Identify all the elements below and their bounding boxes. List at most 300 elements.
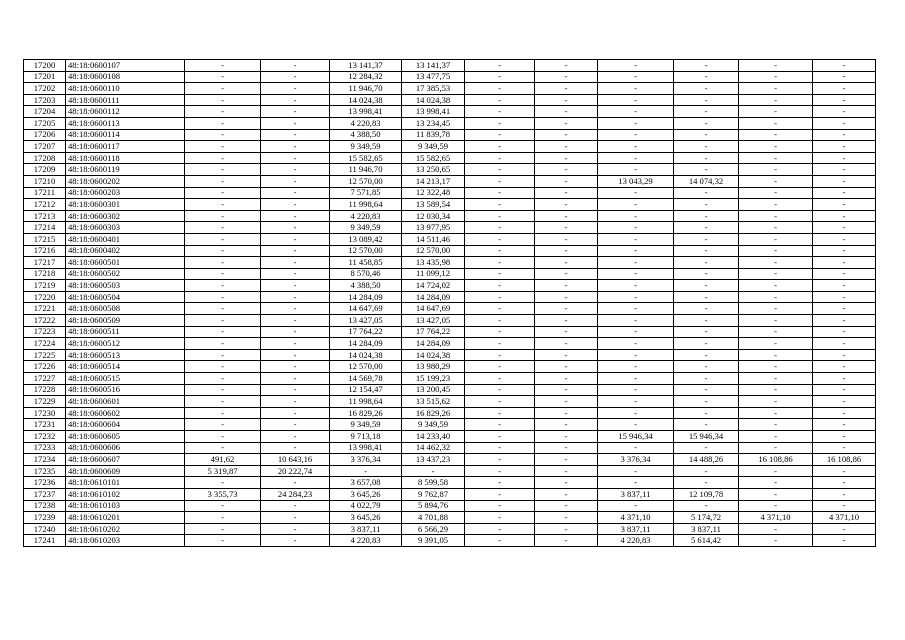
value-cell-9: - <box>598 187 674 199</box>
value-cell-10: - <box>674 117 739 129</box>
cadastral-number-cell: 48:18:0600508 <box>66 303 185 315</box>
cadastral-number-cell: 48:18:0600107 <box>66 60 185 72</box>
cadastral-number-cell: 48:18:0600602 <box>66 407 185 419</box>
value-cell-6: 11 099,12 <box>402 268 465 280</box>
value-cell-3: - <box>185 477 261 489</box>
cadastral-number-cell: 48:18:0610101 <box>66 477 185 489</box>
value-cell-5: 3 645,26 <box>330 488 402 500</box>
value-cell-5: 11 946,70 <box>330 164 402 176</box>
value-cell-4: - <box>261 129 330 141</box>
table-row <box>24 407 876 419</box>
value-cell-6: 13 234,45 <box>402 117 465 129</box>
row-number-cell: 17234 <box>24 454 66 466</box>
value-cell-5: 13 141,37 <box>330 60 402 72</box>
value-cell-8: - <box>535 477 598 489</box>
value-cell-5: 11 458,85 <box>330 257 402 269</box>
cadastral-number-cell: 48:18:0600515 <box>66 373 185 385</box>
value-cell-9: 4 371,10 <box>598 512 674 524</box>
value-cell-9: - <box>598 280 674 292</box>
table-row <box>24 535 876 547</box>
value-cell-7: - <box>465 407 535 419</box>
value-cell-5: 13 427,05 <box>330 315 402 327</box>
value-cell-9: - <box>598 349 674 361</box>
value-cell-3: - <box>185 280 261 292</box>
table-row <box>24 291 876 303</box>
value-cell-7: - <box>465 454 535 466</box>
row-number-cell: 17203 <box>24 94 66 106</box>
table-body <box>24 60 876 547</box>
value-cell-8: - <box>535 199 598 211</box>
value-cell-5: 9 349,59 <box>330 141 402 153</box>
value-cell-6: 15 582,65 <box>402 152 465 164</box>
value-cell-9: - <box>598 384 674 396</box>
cadastral-number-cell: 48:18:0600108 <box>66 71 185 83</box>
value-cell-7: - <box>465 129 535 141</box>
value-cell-5: 3 645,26 <box>330 512 402 524</box>
value-cell-10: - <box>674 500 739 512</box>
row-number-cell: 17224 <box>24 338 66 350</box>
value-cell-9: - <box>598 465 674 477</box>
value-cell-8: - <box>535 326 598 338</box>
value-cell-8: - <box>535 349 598 361</box>
table-row <box>24 465 876 477</box>
value-cell-8: - <box>535 117 598 129</box>
value-cell-12: - <box>813 523 876 535</box>
value-cell-11: - <box>739 315 813 327</box>
value-cell-12: - <box>813 349 876 361</box>
cadastral-number-cell: 48:18:0600609 <box>66 465 185 477</box>
row-number-cell: 17237 <box>24 488 66 500</box>
cadastral-number-cell: 48:18:0600301 <box>66 199 185 211</box>
value-cell-3: - <box>185 349 261 361</box>
value-cell-4: - <box>261 373 330 385</box>
value-cell-4: - <box>261 280 330 292</box>
value-cell-12: - <box>813 83 876 95</box>
row-number-cell: 17202 <box>24 83 66 95</box>
value-cell-4: - <box>261 187 330 199</box>
value-cell-12: - <box>813 303 876 315</box>
value-cell-9: - <box>598 315 674 327</box>
cadastral-number-cell: 48:18:0610103 <box>66 500 185 512</box>
value-cell-6: 13 437,23 <box>402 454 465 466</box>
value-cell-8: - <box>535 187 598 199</box>
value-cell-10: - <box>674 257 739 269</box>
value-cell-7: - <box>465 210 535 222</box>
value-cell-11: - <box>739 257 813 269</box>
cadastral-number-cell: 48:18:0610202 <box>66 523 185 535</box>
value-cell-10: 5 614,42 <box>674 535 739 547</box>
value-cell-10: - <box>674 280 739 292</box>
value-cell-10: - <box>674 396 739 408</box>
value-cell-9: - <box>598 291 674 303</box>
table-row <box>24 488 876 500</box>
value-cell-11: - <box>739 152 813 164</box>
table-row <box>24 361 876 373</box>
value-cell-7: - <box>465 326 535 338</box>
value-cell-9: 13 043,29 <box>598 175 674 187</box>
value-cell-5: 9 349,59 <box>330 222 402 234</box>
value-cell-3: - <box>185 442 261 454</box>
cadastral-number-cell: 48:18:0600516 <box>66 384 185 396</box>
value-cell-6: 14 024,38 <box>402 349 465 361</box>
row-number-cell: 17231 <box>24 419 66 431</box>
value-cell-12: - <box>813 175 876 187</box>
value-cell-12: - <box>813 500 876 512</box>
table-row <box>24 384 876 396</box>
row-number-cell: 17227 <box>24 373 66 385</box>
value-cell-3: - <box>185 326 261 338</box>
row-number-cell: 17220 <box>24 291 66 303</box>
value-cell-10: - <box>674 210 739 222</box>
value-cell-3: - <box>185 83 261 95</box>
table-row <box>24 106 876 118</box>
value-cell-10: - <box>674 233 739 245</box>
value-cell-11: - <box>739 361 813 373</box>
value-cell-9: - <box>598 129 674 141</box>
value-cell-7: - <box>465 141 535 153</box>
value-cell-9: - <box>598 373 674 385</box>
value-cell-8: - <box>535 407 598 419</box>
value-cell-8: - <box>535 106 598 118</box>
value-cell-9: - <box>598 210 674 222</box>
value-cell-9: 3 837,11 <box>598 523 674 535</box>
value-cell-9: - <box>598 477 674 489</box>
cadastral-number-cell: 48:18:0600501 <box>66 257 185 269</box>
value-cell-10: - <box>674 164 739 176</box>
value-cell-6: 9 391,05 <box>402 535 465 547</box>
table-row <box>24 245 876 257</box>
value-cell-11: - <box>739 280 813 292</box>
value-cell-8: - <box>535 268 598 280</box>
row-number-cell: 17222 <box>24 315 66 327</box>
cadastral-number-cell: 48:18:0600502 <box>66 268 185 280</box>
value-cell-6: 9 349,59 <box>402 141 465 153</box>
value-cell-8: - <box>535 129 598 141</box>
value-cell-3: - <box>185 361 261 373</box>
value-cell-12: - <box>813 373 876 385</box>
value-cell-9: - <box>598 164 674 176</box>
value-cell-12: - <box>813 291 876 303</box>
value-cell-6: 14 647,69 <box>402 303 465 315</box>
value-cell-4: - <box>261 431 330 443</box>
row-number-cell: 17214 <box>24 222 66 234</box>
table-row <box>24 396 876 408</box>
value-cell-9: - <box>598 338 674 350</box>
value-cell-7: - <box>465 71 535 83</box>
value-cell-10: - <box>674 187 739 199</box>
table-row <box>24 199 876 211</box>
row-number-cell: 17223 <box>24 326 66 338</box>
value-cell-11: - <box>739 384 813 396</box>
value-cell-6: 9 349,59 <box>402 419 465 431</box>
value-cell-10: - <box>674 477 739 489</box>
value-cell-4: - <box>261 233 330 245</box>
value-cell-10: - <box>674 465 739 477</box>
value-cell-5: 14 284,09 <box>330 291 402 303</box>
row-number-cell: 17209 <box>24 164 66 176</box>
value-cell-5: 14 569,78 <box>330 373 402 385</box>
value-cell-11: - <box>739 245 813 257</box>
value-cell-11: - <box>739 500 813 512</box>
value-cell-5: 3 657,08 <box>330 477 402 489</box>
value-cell-11: - <box>739 396 813 408</box>
value-cell-12: - <box>813 442 876 454</box>
value-cell-9: - <box>598 94 674 106</box>
value-cell-8: - <box>535 233 598 245</box>
table-row <box>24 210 876 222</box>
value-cell-4: - <box>261 407 330 419</box>
row-number-cell: 17200 <box>24 60 66 72</box>
value-cell-5: 16 829,26 <box>330 407 402 419</box>
table-row <box>24 454 876 466</box>
value-cell-7: - <box>465 175 535 187</box>
value-cell-12: - <box>813 396 876 408</box>
value-cell-10: - <box>674 94 739 106</box>
value-cell-6: 17 764,22 <box>402 326 465 338</box>
cadastral-number-cell: 48:18:0600512 <box>66 338 185 350</box>
value-cell-4: - <box>261 396 330 408</box>
value-cell-7: - <box>465 361 535 373</box>
value-cell-5: 13 998,41 <box>330 442 402 454</box>
value-cell-11: - <box>739 291 813 303</box>
value-cell-12: - <box>813 210 876 222</box>
value-cell-9: - <box>598 141 674 153</box>
value-cell-5: 14 024,38 <box>330 94 402 106</box>
value-cell-7: - <box>465 152 535 164</box>
value-cell-5: 12 570,00 <box>330 361 402 373</box>
row-number-cell: 17205 <box>24 117 66 129</box>
row-number-cell: 17226 <box>24 361 66 373</box>
value-cell-12: - <box>813 535 876 547</box>
row-number-cell: 17212 <box>24 199 66 211</box>
value-cell-7: - <box>465 60 535 72</box>
value-cell-10: 12 109,78 <box>674 488 739 500</box>
value-cell-6: 13 435,98 <box>402 257 465 269</box>
value-cell-5: 9 349,59 <box>330 419 402 431</box>
value-cell-11: - <box>739 303 813 315</box>
value-cell-6: 13 589,54 <box>402 199 465 211</box>
value-cell-12: - <box>813 419 876 431</box>
row-number-cell: 17219 <box>24 280 66 292</box>
value-cell-11: - <box>739 488 813 500</box>
value-cell-4: - <box>261 500 330 512</box>
value-cell-4: - <box>261 303 330 315</box>
value-cell-8: - <box>535 291 598 303</box>
value-cell-6: 12 322,48 <box>402 187 465 199</box>
table-row <box>24 500 876 512</box>
row-number-cell: 17239 <box>24 512 66 524</box>
value-cell-4: - <box>261 349 330 361</box>
value-cell-12: - <box>813 315 876 327</box>
value-cell-9: - <box>598 361 674 373</box>
row-number-cell: 17233 <box>24 442 66 454</box>
table-row <box>24 280 876 292</box>
value-cell-7: - <box>465 465 535 477</box>
value-cell-7: - <box>465 233 535 245</box>
value-cell-12: - <box>813 257 876 269</box>
value-cell-7: - <box>465 315 535 327</box>
value-cell-8: - <box>535 141 598 153</box>
value-cell-7: - <box>465 164 535 176</box>
cadastral-number-cell: 48:18:0600503 <box>66 280 185 292</box>
table-row <box>24 349 876 361</box>
value-cell-11: - <box>739 222 813 234</box>
row-number-cell: 17208 <box>24 152 66 164</box>
value-cell-9: 3 837,11 <box>598 488 674 500</box>
cadastral-number-cell: 48:18:0600112 <box>66 106 185 118</box>
value-cell-11: - <box>739 338 813 350</box>
value-cell-7: - <box>465 338 535 350</box>
cadastral-number-cell: 48:18:0600110 <box>66 83 185 95</box>
value-cell-5: 12 284,32 <box>330 71 402 83</box>
value-cell-3: 491,62 <box>185 454 261 466</box>
row-number-cell: 17221 <box>24 303 66 315</box>
cadastral-number-cell: 48:18:0600118 <box>66 152 185 164</box>
value-cell-3: - <box>185 233 261 245</box>
row-number-cell: 17206 <box>24 129 66 141</box>
value-cell-9: - <box>598 326 674 338</box>
row-number-cell: 17207 <box>24 141 66 153</box>
value-cell-10: - <box>674 303 739 315</box>
value-cell-10: 15 946,34 <box>674 431 739 443</box>
value-cell-12: - <box>813 407 876 419</box>
value-cell-8: - <box>535 523 598 535</box>
value-cell-6: 14 284,09 <box>402 291 465 303</box>
value-cell-4: - <box>261 106 330 118</box>
value-cell-10: - <box>674 222 739 234</box>
row-number-cell: 17241 <box>24 535 66 547</box>
cadastral-number-cell: 48:18:0600402 <box>66 245 185 257</box>
cadastral-number-cell: 48:18:0600606 <box>66 442 185 454</box>
value-cell-10: - <box>674 315 739 327</box>
cadastral-number-cell: 48:18:0600117 <box>66 141 185 153</box>
value-cell-6: 13 977,95 <box>402 222 465 234</box>
value-cell-4: - <box>261 257 330 269</box>
row-number-cell: 17210 <box>24 175 66 187</box>
value-cell-9: 15 946,34 <box>598 431 674 443</box>
value-cell-8: - <box>535 94 598 106</box>
value-cell-8: - <box>535 396 598 408</box>
value-cell-11: - <box>739 199 813 211</box>
value-cell-7: - <box>465 442 535 454</box>
cadastral-number-cell: 48:18:0600509 <box>66 315 185 327</box>
cadastral-number-cell: 48:18:0600111 <box>66 94 185 106</box>
value-cell-5: 4 220,83 <box>330 117 402 129</box>
value-cell-5: 8 570,46 <box>330 268 402 280</box>
value-cell-7: - <box>465 83 535 95</box>
row-number-cell: 17204 <box>24 106 66 118</box>
cadastral-number-cell: 48:18:0600514 <box>66 361 185 373</box>
value-cell-11: - <box>739 164 813 176</box>
value-cell-9: - <box>598 152 674 164</box>
value-cell-9: - <box>598 442 674 454</box>
value-cell-12: - <box>813 222 876 234</box>
value-cell-3: - <box>185 523 261 535</box>
value-cell-3: 3 355,73 <box>185 488 261 500</box>
value-cell-10: 3 837,11 <box>674 523 739 535</box>
row-number-cell: 17211 <box>24 187 66 199</box>
value-cell-12: - <box>813 338 876 350</box>
value-cell-6: - <box>402 465 465 477</box>
value-cell-6: 17 385,53 <box>402 83 465 95</box>
value-cell-12: - <box>813 60 876 72</box>
value-cell-4: - <box>261 94 330 106</box>
table-row <box>24 257 876 269</box>
value-cell-8: - <box>535 488 598 500</box>
value-cell-8: - <box>535 83 598 95</box>
value-cell-12: - <box>813 187 876 199</box>
table-row <box>24 164 876 176</box>
value-cell-5: 11 946,70 <box>330 83 402 95</box>
value-cell-7: - <box>465 106 535 118</box>
value-cell-7: - <box>465 384 535 396</box>
cadastral-number-cell: 48:18:0600303 <box>66 222 185 234</box>
row-number-cell: 17228 <box>24 384 66 396</box>
row-number-cell: 17235 <box>24 465 66 477</box>
value-cell-11: - <box>739 210 813 222</box>
value-cell-6: 14 462,32 <box>402 442 465 454</box>
value-cell-4: - <box>261 315 330 327</box>
value-cell-12: - <box>813 361 876 373</box>
value-cell-12: - <box>813 245 876 257</box>
value-cell-4: - <box>261 442 330 454</box>
value-cell-9: - <box>598 222 674 234</box>
value-cell-12: - <box>813 268 876 280</box>
value-cell-8: - <box>535 210 598 222</box>
value-cell-8: - <box>535 373 598 385</box>
value-cell-5: 13 089,42 <box>330 233 402 245</box>
value-cell-3: - <box>185 268 261 280</box>
value-cell-9: - <box>598 106 674 118</box>
value-cell-11: 4 371,10 <box>739 512 813 524</box>
value-cell-3: - <box>185 407 261 419</box>
value-cell-3: - <box>185 257 261 269</box>
value-cell-7: - <box>465 419 535 431</box>
value-cell-12: - <box>813 233 876 245</box>
table-row <box>24 419 876 431</box>
value-cell-8: - <box>535 361 598 373</box>
value-cell-6: 6 566,29 <box>402 523 465 535</box>
cadastral-number-cell: 48:18:0600504 <box>66 291 185 303</box>
value-cell-3: - <box>185 315 261 327</box>
value-cell-5: 4 388,50 <box>330 280 402 292</box>
value-cell-9: - <box>598 500 674 512</box>
value-cell-12: - <box>813 199 876 211</box>
value-cell-9: - <box>598 419 674 431</box>
value-cell-9: - <box>598 268 674 280</box>
row-number-cell: 17229 <box>24 396 66 408</box>
value-cell-12: - <box>813 477 876 489</box>
value-cell-4: 20 222,74 <box>261 465 330 477</box>
value-cell-11: - <box>739 326 813 338</box>
value-cell-11: - <box>739 106 813 118</box>
value-cell-11: - <box>739 129 813 141</box>
value-cell-6: 4 701,88 <box>402 512 465 524</box>
value-cell-5: - <box>330 465 402 477</box>
value-cell-10: 5 174,72 <box>674 512 739 524</box>
value-cell-3: - <box>185 384 261 396</box>
value-cell-11: - <box>739 268 813 280</box>
value-cell-4: - <box>261 175 330 187</box>
value-cell-6: 14 233,40 <box>402 431 465 443</box>
value-cell-11: 16 108,86 <box>739 454 813 466</box>
value-cell-5: 14 024,38 <box>330 349 402 361</box>
value-cell-8: - <box>535 175 598 187</box>
value-cell-9: - <box>598 83 674 95</box>
value-cell-12: - <box>813 106 876 118</box>
value-cell-3: - <box>185 129 261 141</box>
value-cell-4: - <box>261 535 330 547</box>
